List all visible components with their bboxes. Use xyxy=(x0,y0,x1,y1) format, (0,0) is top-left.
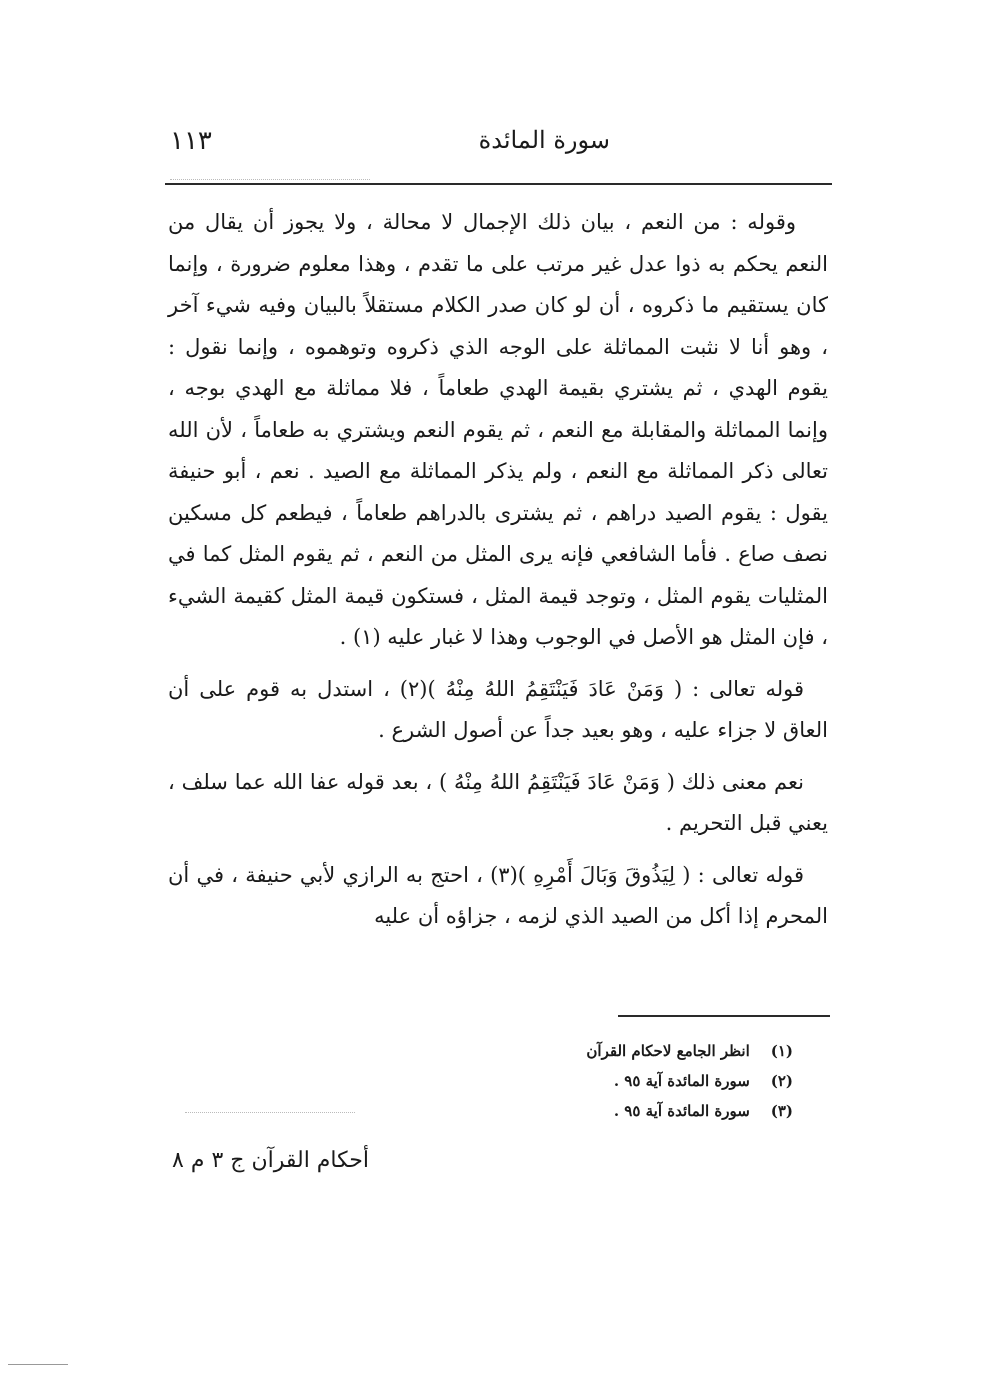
footnote-text: سورة المائدة آية ٩٥ . xyxy=(613,1102,750,1120)
scan-edge-mark xyxy=(8,1364,68,1366)
paragraph-2: قوله تعالى : ( وَمَنْ عَادَ فَيَنْتَقِمُ اللهُ مِنْهُ )(٢) ، استدل به قوم على أن العاق لا جزاء عليه ، وهو بعيد جداً عن أصول الشرع . xyxy=(168,676,828,742)
footnote-item xyxy=(420,1096,793,1126)
footnote-rule xyxy=(618,1015,830,1017)
footnote-item xyxy=(420,1036,793,1066)
footnotes xyxy=(420,1036,793,1126)
main-text xyxy=(168,202,828,938)
paragraph-1: وقوله : من النعم ، بيان ذلك الإجمال لا محالة ، ولا يجوز أن يقال من النعم يحكم به ذوا عدل غير مرتب على ما تقدم ، وهذا معلوم ضرورة ، وإنما كان يستقيم ما ذكروه ، أن لو كان صدر الكلام مستقلاً بالبيان وفيه شيء آخر ، وهو أنا لا نثبت المماثلة على الوجه الذي ذكروه وتوهموه ، وإنما نقول : يقوم الهدي ، ثم يشتري بقيمة الهدي طعاماً ، فلا مماثلة مع الهدي بوجه ، وإنما المماثلة والمقابلة مع النعم ، ثم يقوم النعم ويشتري به طعاماً ، لأن الله تعالى ذكر المماثلة مع النعم ، ولم يذكر المماثلة مع الصيد . نعم ، أبو حنيفة يقول : يقوم الصيد دراهم ، ثم يشترى بالدراهم طعاماً ، فيطعم كل مسكين نصف صاع . فأما الشافعي فإنه يرى المثل من النعم ، ثم يقوم المثل كما في المثليات يقوم المثل ، وتوجد قيمة المثل ، فستكون قيمة المثل كقيمة الشيء ، فإن المثل هو الأصل في الوجوب وهذا لا غبار عليه (١) . xyxy=(168,210,828,649)
book-signature: أحكام القرآن ج ٣ م ٨ xyxy=(172,1148,369,1173)
paragraph-3: نعم معنى ذلك ( وَمَنْ عَادَ فَيَنْتَقِمُ اللهُ مِنْهُ ) ، بعد قوله عفا الله عما سلف ، يعني قبل التحريم . xyxy=(168,769,828,835)
footnote-number: (٢) xyxy=(770,1072,793,1090)
page-header xyxy=(170,124,830,168)
paragraph-4: قوله تعالى : ( لِيَذُوقَ وَبَالَ أَمْرِهِ )(٣) ، احتج به الرازي لأبي حنيفة ، في أن المحرم إذا أكل من الصيد الذي لزمه ، جزاؤه أن عليه xyxy=(168,862,828,928)
footnote-item xyxy=(420,1066,793,1096)
scan-dotted-line xyxy=(170,179,370,181)
surah-title: سورة المائدة xyxy=(478,126,610,154)
footnote-text: سورة المائدة آية ٩٥ . xyxy=(613,1072,750,1090)
page-number: ١١٣ xyxy=(170,126,212,156)
footnote-text: انظر الجامع لاحكام القرآن xyxy=(586,1042,750,1060)
footnote-number: (٣) xyxy=(770,1102,793,1120)
footnote-number: (١) xyxy=(770,1042,793,1060)
header-rule xyxy=(165,183,832,185)
scan-dotted-line xyxy=(185,1112,355,1114)
